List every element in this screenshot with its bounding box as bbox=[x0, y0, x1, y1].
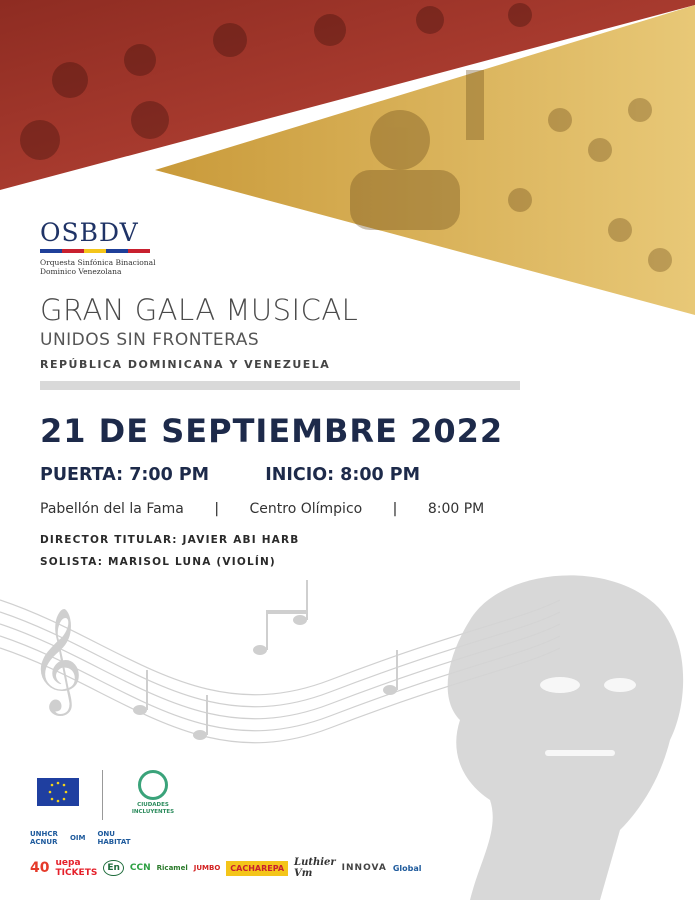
event-date: 21 DE SEPTIEMBRE 2022 bbox=[40, 412, 504, 450]
music-decoration bbox=[0, 560, 695, 900]
sponsor-logos bbox=[30, 855, 422, 881]
logo-divider bbox=[102, 770, 103, 820]
logo-acronym: OSBDV bbox=[40, 218, 139, 247]
uepa-tickets-logo: uepa TICKETS bbox=[55, 858, 98, 878]
door-time: PUERTA: 7:00 PM bbox=[40, 465, 210, 485]
ciudades-house-icon bbox=[138, 770, 168, 800]
logo-subtitle-2: Dominico Venezolana bbox=[40, 267, 122, 276]
ricamel-logo: Ricamel bbox=[156, 864, 188, 872]
director-credit: DIRECTOR TITULAR: JAVIER ABI HARB bbox=[40, 534, 300, 546]
osbdv-logo bbox=[40, 218, 200, 276]
event-title: GRAN GALA MUSICAL bbox=[40, 293, 359, 327]
ciudades-incluyentes-logo bbox=[118, 770, 188, 816]
ccn-logo: CCN bbox=[129, 863, 151, 873]
venue-separator-1: | bbox=[214, 501, 220, 517]
event-venue bbox=[40, 501, 484, 517]
soloist-credit: SOLISTA: MARISOL LUNA (VIOLÍN) bbox=[40, 556, 276, 568]
flag-stripe bbox=[40, 249, 150, 253]
venue-separator-2: | bbox=[392, 501, 398, 517]
en-logo: En bbox=[103, 860, 124, 876]
oim-logo: OIM bbox=[69, 834, 86, 842]
global-logo: Global bbox=[392, 863, 422, 873]
luthier-logo: Luthier Vm bbox=[294, 857, 336, 879]
unhcr-logo: UNHCR ACNUR bbox=[30, 830, 58, 846]
venue-time: 8:00 PM bbox=[427, 501, 485, 517]
treble-clef-icon: 𝄞 bbox=[30, 607, 84, 712]
event-subtitle: UNIDOS SIN FRONTERAS bbox=[40, 330, 260, 350]
onu-habitat-logo: ONU HABITAT bbox=[97, 830, 131, 846]
venue-place: Centro Olímpico bbox=[249, 501, 363, 517]
logo-subtitle-1: Orquesta Sinfónica Binacional bbox=[40, 258, 156, 267]
beethoven-portrait bbox=[448, 575, 683, 900]
jumbo-logo: JUMBO bbox=[193, 864, 221, 872]
anniversary-40-logo: 40 bbox=[30, 860, 50, 876]
ciudades-label: CIUDADES INCLUYENTES bbox=[131, 802, 175, 815]
event-countries: REPÚBLICA DOMINICANA Y VENEZUELA bbox=[40, 358, 331, 371]
cacharepa-logo: CACHAREPA bbox=[226, 861, 288, 876]
conductor-raised-hand bbox=[466, 70, 484, 140]
divider-bar bbox=[40, 381, 520, 390]
un-agencies-logos bbox=[30, 830, 131, 846]
start-time: INICIO: 8:00 PM bbox=[265, 465, 421, 485]
event-times bbox=[40, 465, 420, 485]
innova-logo: INNOVA bbox=[341, 863, 387, 873]
hero-photo-banner bbox=[0, 0, 695, 330]
eu-flag-icon bbox=[37, 778, 79, 806]
venue-name: Pabellón del la Fama bbox=[40, 501, 184, 517]
